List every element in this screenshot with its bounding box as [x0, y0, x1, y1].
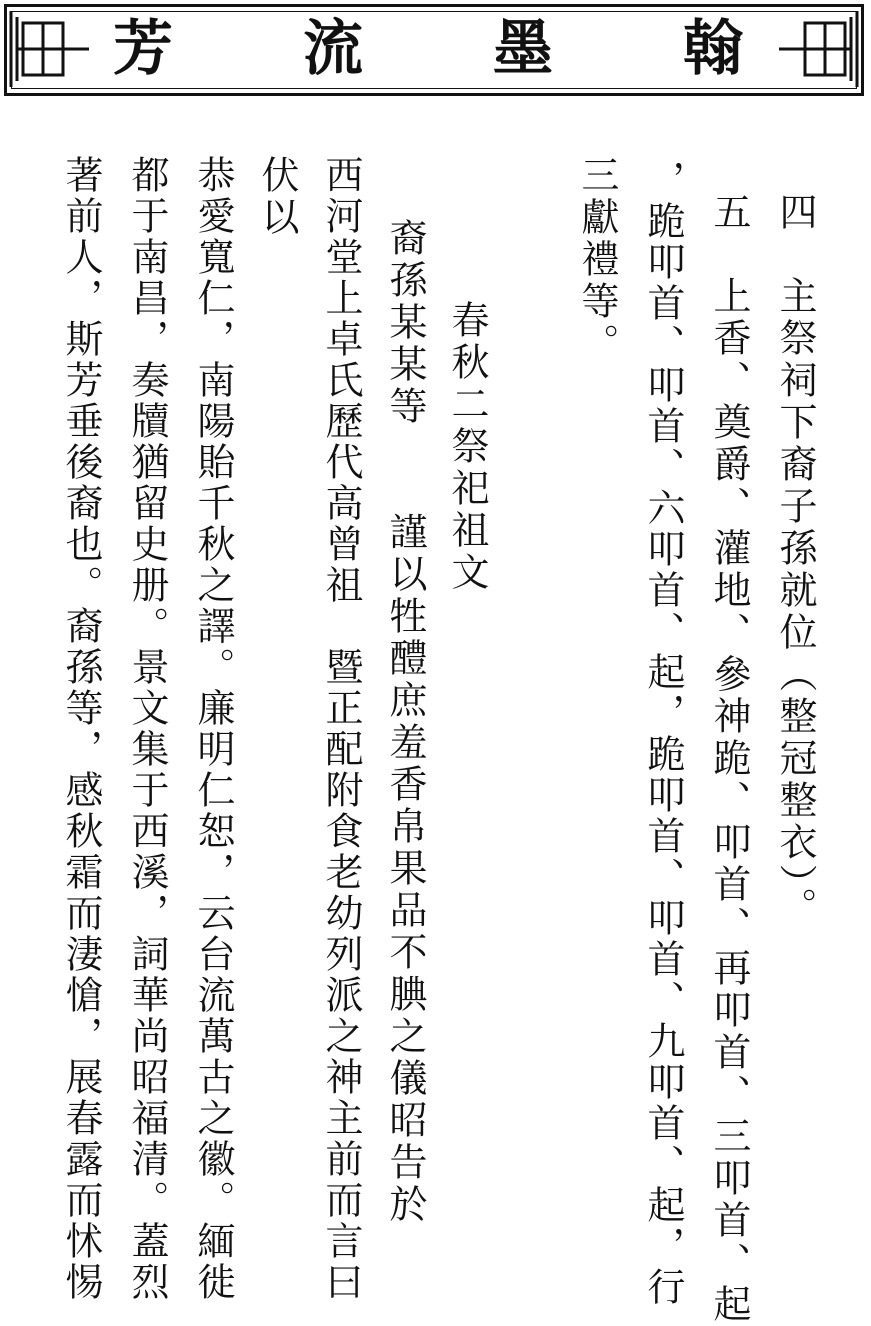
title-char-2: 墨 — [493, 14, 553, 84]
header-frame — [4, 4, 864, 96]
title-char-1: 翰 — [683, 14, 743, 84]
title-char-4: 芳 — [113, 14, 173, 84]
title-char-3: 流 — [303, 14, 363, 84]
text-column-1: 四 主祭祠下裔子孫就位（整冠整衣）。 — [773, 192, 817, 929]
text-column-3: ，跪叩首、叩首、六叩首、起，跪叩首、叩首、九叩首、起，行 — [641, 160, 685, 1308]
text-column-5: 春秋二祭祀祖文 — [445, 300, 489, 594]
text-column-7: 西河堂上卓氏歷代高曾祖 暨正配附食老幼列派之神主前而言曰 — [319, 155, 363, 1303]
text-column-2: 五 上香、奠爵、灌地、參神跪、叩首、再叩首、三叩首、起 — [707, 192, 751, 1326]
text-column-8: 伏以 — [255, 155, 299, 239]
text-column-4: 三獻禮等。 — [575, 155, 619, 365]
text-column-10: 都于南昌，奏牘猶留史册。景文集于西溪，詞華尚昭福清。蓋烈 — [125, 155, 169, 1303]
fret-ornament-right-icon — [775, 9, 859, 89]
fret-ornament-left-icon — [9, 9, 93, 89]
text-column-6: 裔孫某某等 謹以牲醴庶羞香帛果品不腆之儀昭告於 — [383, 218, 427, 1226]
text-column-11: 著前人，斯芳垂後裔也。裔孫等，感秋霜而淒愴，展春露而怵惕 — [59, 155, 103, 1303]
text-column-9: 恭愛寬仁，南陽貽千秋之譯。廉明仁恕，云台流萬古之徽。緬徙 — [191, 155, 235, 1303]
